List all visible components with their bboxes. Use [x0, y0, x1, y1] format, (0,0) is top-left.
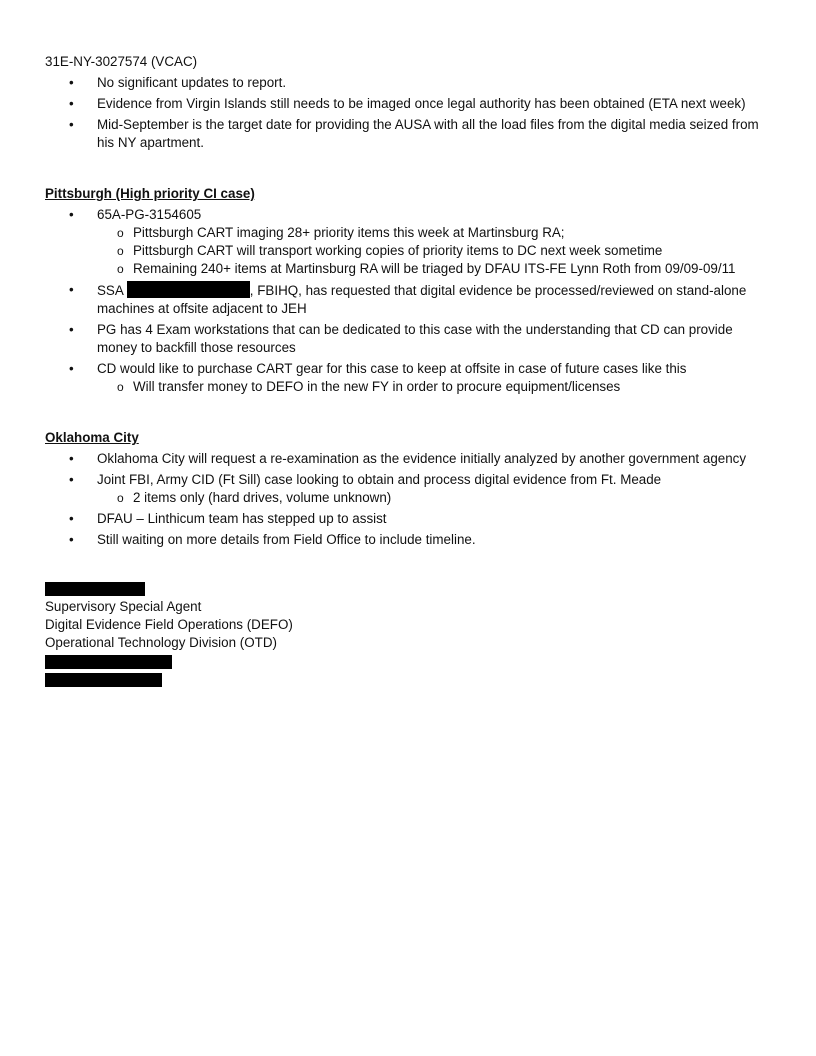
circle-bullet-icon: o: [117, 244, 124, 258]
case-header: 31E-NY-3027574 (VCAC): [45, 54, 198, 69]
list-item-text: Joint FBI, Army CID (Ft Sill) case looking to obtain and process digital evidence from Ft. Meade: [97, 472, 662, 487]
signature-division: Operational Technology Division (OTD): [45, 635, 277, 650]
circle-bullet-icon: o: [117, 380, 124, 394]
list-item-text: PG has 4 Exam workstations that can be dedicated to this case with the understanding that CD can provide money to backfill those resources: [97, 322, 733, 355]
ssa-label: SSA: [97, 283, 124, 298]
list-item: [45, 281, 773, 318]
list-item-text: Mid-September is the target date for providing the AUSA with all the load files from the digital media seized from his NY apartment.: [97, 117, 759, 150]
document-page: [45, 53, 773, 687]
sub-list-item: [45, 489, 773, 507]
list-item: [45, 321, 773, 357]
signature-block: [45, 582, 773, 687]
signature-title: Supervisory Special Agent: [45, 599, 202, 614]
bullet-icon: •: [69, 96, 74, 111]
bullet-icon: •: [69, 511, 74, 526]
signature-unit: Digital Evidence Field Operations (DEFO): [45, 617, 293, 632]
redaction-block: [127, 281, 250, 298]
ssa-request-text: , FBIHQ, has requested that digital evidence be processed/reviewed on stand-alone machines at offsite adjacent to JEH: [97, 283, 747, 316]
sub-list-item: [45, 242, 773, 260]
list-item-text: Oklahoma City will request a re-examination as the evidence initially analyzed by another government agency: [97, 451, 747, 466]
sub-list-item: [45, 378, 773, 396]
oklahoma-list: [45, 450, 773, 549]
list-item: [45, 510, 773, 528]
list-item: [45, 471, 773, 507]
list-item-text: DFAU – Linthicum team has stepped up to assist: [97, 511, 387, 526]
list-item: [45, 450, 773, 468]
bullet-icon: •: [69, 451, 74, 466]
circle-bullet-icon: o: [117, 491, 124, 505]
list-item: [45, 74, 773, 92]
bullet-icon: •: [69, 282, 74, 297]
list-item-text: Evidence from Virgin Islands still needs to be imaged once legal authority has been obtained (ETA next week): [97, 96, 746, 111]
bullet-icon: •: [69, 207, 74, 222]
sub-list: [45, 378, 773, 396]
bullet-icon: •: [69, 361, 74, 376]
list-item: [45, 360, 773, 396]
bullet-icon: •: [69, 532, 74, 547]
sub-list-item-text: Pittsburgh CART will transport working copies of priority items to DC next week sometime: [133, 243, 663, 258]
redacted-contact: [45, 655, 172, 669]
sub-list: [45, 489, 773, 507]
list-item: [45, 531, 773, 549]
redacted-name: [45, 582, 145, 596]
bullet-icon: •: [69, 75, 74, 90]
bullet-icon: •: [69, 472, 74, 487]
case-number: 65A-PG-3154605: [97, 207, 202, 222]
list-item: [45, 95, 773, 113]
bullet-icon: •: [69, 322, 74, 337]
pittsburgh-list: [45, 206, 773, 396]
sub-list-item-text: 2 items only (hard drives, volume unknown): [133, 490, 392, 505]
sub-list-item: [45, 224, 773, 242]
bullet-icon: •: [69, 117, 74, 132]
circle-bullet-icon: o: [117, 226, 124, 240]
section-title-pittsburgh: Pittsburgh (High priority CI case): [45, 186, 255, 201]
sub-list-item-text: Remaining 240+ items at Martinsburg RA will be triaged by DFAU ITS-FE Lynn Roth from 09/09-09/11: [133, 261, 736, 276]
circle-bullet-icon: o: [117, 262, 124, 276]
case1-list: [45, 74, 773, 152]
sub-list-item-text: Will transfer money to DEFO in the new FY in order to procure equipment/licenses: [133, 379, 621, 394]
sub-list-item-text: Pittsburgh CART imaging 28+ priority items this week at Martinsburg RA;: [133, 225, 565, 240]
sub-list-item: [45, 260, 773, 278]
redacted-contact: [45, 673, 162, 687]
list-item-text: No significant updates to report.: [97, 75, 287, 90]
sub-list: [45, 224, 773, 278]
list-item: [45, 116, 773, 152]
section-title-oklahoma-city: Oklahoma City: [45, 430, 139, 445]
list-item-text: Still waiting on more details from Field Office to include timeline.: [97, 532, 476, 547]
list-item: [45, 206, 773, 278]
list-item-text: CD would like to purchase CART gear for this case to keep at offsite in case of future cases like this: [97, 361, 687, 376]
